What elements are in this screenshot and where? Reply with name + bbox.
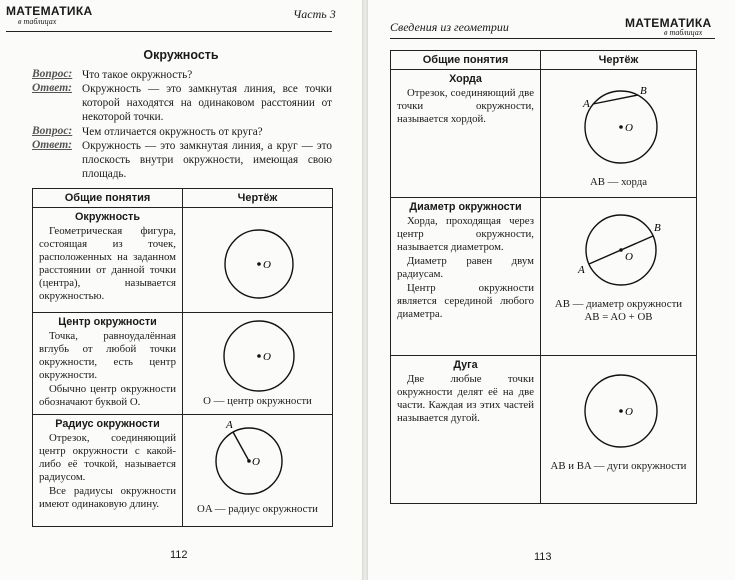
center-point (257, 354, 261, 358)
book-brand: МАТЕМАТИКА (625, 16, 712, 30)
chord-segment (593, 95, 638, 104)
part-label: Часть 3 (293, 7, 336, 21)
radius-segment (233, 432, 249, 461)
concepts-table (390, 50, 697, 504)
chord-drawing (541, 70, 697, 176)
term-text: Диаметр равен двум радиусам. (397, 255, 534, 280)
question-text: Что такое окружность? (82, 69, 193, 81)
table-row (33, 313, 333, 415)
drawing-formula: AB = AO + OB (584, 311, 653, 323)
header-rule (6, 31, 332, 32)
term-text: Обычно центр окружности обозначают буквой O. (39, 383, 176, 408)
question-tag: Вопрос: (32, 125, 73, 137)
table-row (33, 208, 333, 313)
diameter-drawing (541, 198, 697, 298)
term-title: Диаметр окружности (409, 201, 522, 213)
center-drawing (183, 313, 333, 395)
left-page (0, 0, 362, 580)
answer-tag: Ответ: (32, 139, 72, 151)
radius-drawing (183, 415, 333, 503)
page-number: 112 (170, 549, 188, 561)
answer-tag: Ответ: (32, 82, 72, 94)
section-header: Сведения из геометрии (390, 20, 509, 34)
term-text: Отрезок, соединяющий две точки окружности, называется хордой. (397, 87, 534, 125)
point-a-label: A (578, 264, 585, 276)
center-label: O (625, 406, 633, 418)
answer-text: Окружность — это замкнутая линия, все точки которой находятся на одинаковом расстоянии от некоторой точки. (82, 83, 332, 123)
drawing-caption: AB — диаметр окружности (554, 298, 683, 310)
column-header: Общие понятия (33, 189, 183, 208)
circle-drawing (183, 208, 333, 311)
term-text: Отрезок, соединяющий центр окружности с какой-либо её точкой, называется радиусом. (39, 432, 176, 483)
term-text: Хорда, проходящая через центр окружности, называется диаметром. (397, 215, 534, 253)
center-point (619, 248, 623, 252)
center-label: O (625, 122, 633, 134)
concepts-table (32, 188, 333, 527)
column-header: Чертёж (541, 51, 697, 70)
column-header: Чертёж (183, 189, 333, 208)
drawing-cell (541, 70, 696, 189)
table-row (33, 415, 333, 527)
term-text: Геометрическая фигура, состоящая из точек, расположенных на заданном расстоянии от данной точки (центра), называется окружностью. (39, 225, 176, 302)
drawing-caption: OA — радиус окружности (197, 503, 318, 515)
book-brand-sub: в таблицах (664, 28, 703, 37)
book-brand: МАТЕМАТИКА (6, 4, 93, 18)
answer-text: Окружность — это замкнутая линия, а круг — это плоскость внутри окружности, имеющая свою площадь. (82, 140, 332, 180)
table-row (391, 198, 697, 356)
center-label: O (625, 251, 633, 263)
point-b-label: B (654, 222, 661, 234)
book-brand-sub: в таблицах (18, 17, 57, 26)
point-a-label: A (583, 98, 590, 110)
column-header: Общие понятия (391, 51, 541, 70)
point-label: A (226, 419, 233, 431)
center-point (619, 409, 623, 413)
table-row (391, 356, 697, 504)
concept-cell (391, 198, 540, 321)
center-point (247, 459, 251, 463)
table-row (391, 70, 697, 198)
center-label: O (252, 456, 260, 468)
center-label: O (263, 351, 271, 363)
point-b-label: B (640, 85, 647, 97)
right-page (368, 0, 735, 580)
center-point (257, 262, 261, 266)
term-title: Дуга (453, 359, 478, 371)
drawing-cell (541, 198, 696, 324)
term-title: Окружность (75, 211, 140, 223)
concept-cell (391, 356, 540, 425)
term-title: Радиус окружности (55, 418, 160, 430)
question-text: Чем отличается окружность от круга? (82, 126, 263, 138)
drawing-cell (183, 313, 332, 408)
term-text: Все радиусы окружности имеют одинаковую длину. (39, 485, 176, 510)
center-label: O (263, 259, 271, 271)
center-point (619, 125, 623, 129)
drawing-caption: O — центр окружности (203, 395, 312, 407)
concept-cell (33, 208, 182, 303)
header-rule (390, 38, 715, 39)
term-title: Центр окружности (58, 316, 157, 328)
question-tag: Вопрос: (32, 68, 73, 80)
term-text: Две любые точки окружности делят её на две части. Каждая из этих частей называется дугой. (397, 373, 534, 424)
term-text: Точка, равноудалённая вглубь от любой точки окружности, есть центр окружности. (39, 330, 176, 381)
page-number: 113 (534, 551, 552, 563)
drawing-caption: AB — хорда (589, 176, 648, 188)
concept-cell (33, 313, 182, 409)
drawing-caption: AB и BA — дуги окружности (550, 460, 687, 472)
concept-cell (33, 415, 182, 511)
drawing-cell (183, 208, 332, 311)
concept-cell (391, 70, 540, 126)
term-text: Центр окружности является серединой любого диаметра. (397, 282, 534, 320)
arc-drawing (541, 356, 697, 460)
drawing-cell (183, 415, 332, 516)
drawing-cell (541, 356, 696, 473)
term-title: Хорда (449, 73, 482, 85)
page-title: Окружность (143, 48, 219, 62)
